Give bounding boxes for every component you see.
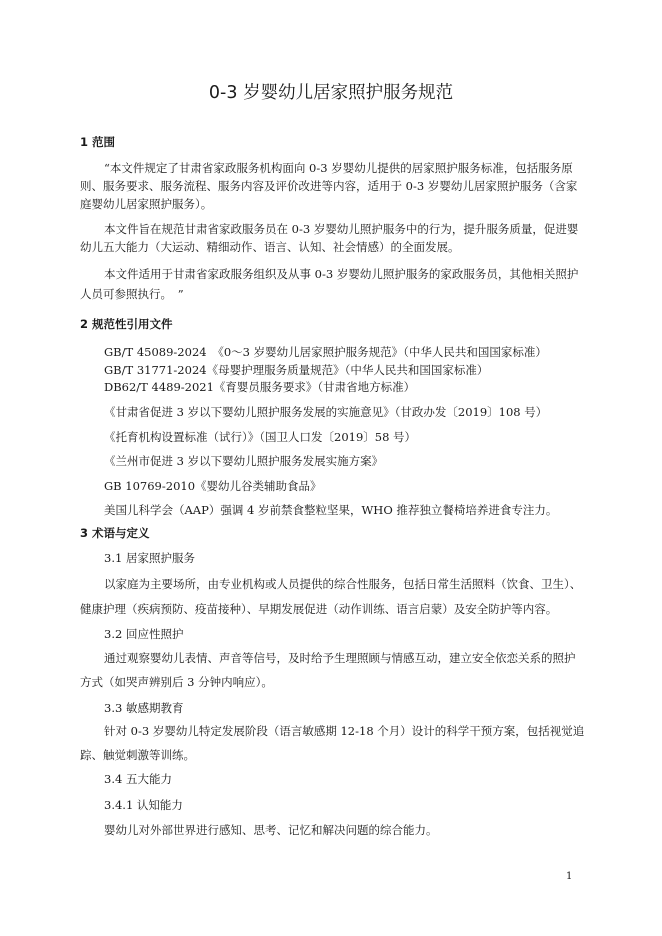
s1-p2-line1: 本文件旨在规范甘肃省家政服务员在 0-3 岁婴幼儿照护服务中的行为，提升服务质量，促进婴 <box>104 222 579 236</box>
term-3-2-heading: 3.2 回应性照护 <box>104 627 184 641</box>
ref-item: 《兰州市促进 3 岁以下婴幼儿照护服务发展实施方案》 <box>104 454 384 468</box>
s1-p3-line2: 人员可参照执行。 ” <box>80 287 184 301</box>
page-title: 0-3 岁婴幼儿居家照护服务规范 <box>208 83 454 103</box>
ref-item: DB62/T 4489-2021《育婴员服务要求》（甘肃省地方标准） <box>104 380 416 394</box>
s1-p1-line1: “本文件规定了甘肃省家政服务机构面向 0-3 岁婴幼儿提供的居家照护服务标准，包括服务原 <box>104 161 573 175</box>
ref-item: 《甘肃省促进 3 岁以下婴幼儿照护服务发展的实施意见》（甘政办发〔2019〕108 号） <box>104 405 548 419</box>
term-3-4-heading: 3.4 五大能力 <box>104 772 172 786</box>
term-3-3-body-line2: 踪、触觉刺激等训练。 <box>80 748 195 762</box>
page-number: 1 <box>566 871 573 882</box>
term-3-3-heading: 3.3 敏感期教育 <box>104 701 184 715</box>
ref-item: GB/T 45089-2024 《0～3 岁婴幼儿居家照护服务规范》（中华人民共和国国家标准） <box>104 345 547 359</box>
section-3-heading: 3 术语与定义 <box>80 526 150 540</box>
s1-p1-line3: 庭婴幼儿居家照护服务）。 <box>80 197 213 211</box>
term-3-1-body-line1: 以家庭为主要场所，由专业机构或人员提供的综合性服务，包括日常生活照料（饮食、卫生）、 <box>104 577 582 591</box>
term-3-1-body-line2: 健康护理（疾病预防、疫苗接种）、早期发展促进（动作训练、语言启蒙）及安全防护等内容。 <box>80 602 558 616</box>
ref-item: GB/T 31771-2024《母婴护理服务质量规范》（中华人民共和国国家标准） <box>104 363 489 377</box>
section-2-heading: 2 规范性引用文件 <box>80 317 173 331</box>
term-3-4-1-heading: 3.4.1 认知能力 <box>104 798 183 812</box>
term-3-2-body-line1: 通过观察婴幼儿表情、声音等信号，及时给予生理照顾与情感互动，建立安全依恋关系的照护 <box>104 651 576 665</box>
s1-p3-line1: 本文件适用于甘肃省家政服务组织及从事 0-3 岁婴幼儿照护服务的家政服务员，其他相关照护 <box>104 267 579 281</box>
section-1-heading: 1 范围 <box>80 135 116 149</box>
term-3-1-heading: 3.1 居家照护服务 <box>104 551 195 565</box>
s1-p1-line2: 则、服务要求、服务流程、服务内容及评价改进等内容，适用于 0-3 岁婴幼儿居家照护服务（含家 <box>80 179 578 193</box>
term-3-2-body-line2: 方式（如哭声辨别后 3 分钟内响应）。 <box>80 675 273 689</box>
ref-item: 美国儿科学会（AAP）强调 4 岁前禁食整粒坚果，WHO 推荐独立餐椅培养进食专注力。 <box>104 503 558 517</box>
term-3-4-1-body: 婴幼儿对外部世界进行感知、思考、记忆和解决问题的综合能力。 <box>104 823 438 837</box>
s1-p2-line2: 幼儿五大能力（大运动、精细动作、语言、认知、社会情感）的全面发展。 <box>80 240 460 254</box>
ref-item: 《托育机构设置标准（试行）》（国卫人口发〔2019〕58 号） <box>104 430 417 444</box>
ref-item: GB 10769-2010《婴幼儿谷类辅助食品》 <box>104 479 322 493</box>
term-3-3-body-line1: 针对 0-3 岁婴幼儿特定发展阶段（语言敏感期 12-18 个月）设计的科学干预方案，包括视觉追 <box>104 724 585 738</box>
